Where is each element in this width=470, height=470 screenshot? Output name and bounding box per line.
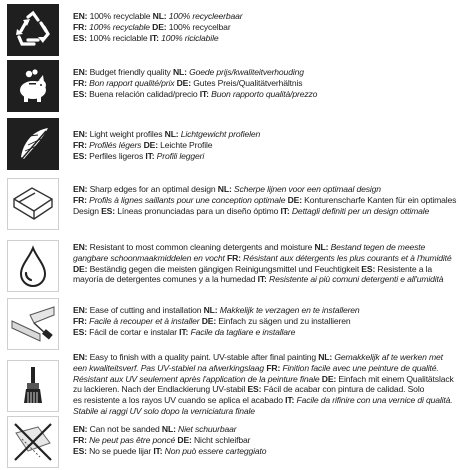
feature-text [73, 184, 466, 216]
translation-text: Dettagli definiti per un design ottimale [289, 205, 430, 216]
language-code: EN: [73, 305, 88, 315]
translation-text: Light weight profiles [87, 129, 165, 139]
translation-text: Budget friendly quality [87, 67, 173, 77]
language-code: DE: [143, 139, 158, 150]
language-code: FR: [73, 315, 87, 326]
profile-edge-icon [7, 178, 59, 230]
translation-text: Facile da tagliare e installare [188, 326, 296, 337]
translation-text: es resistente a los rayos UV cuando se aplica el acabado [73, 395, 286, 406]
feature-line [73, 22, 466, 33]
feature-text [73, 67, 466, 99]
feature-line [73, 151, 466, 162]
language-code: DE: [201, 315, 217, 326]
translation-text: Fácil de cortar e instalar [86, 326, 180, 337]
translation-text: Non può essere carteggiato [162, 445, 267, 456]
language-code: ES: [247, 384, 262, 395]
saw-icon [7, 298, 59, 350]
feature-text [73, 129, 466, 161]
feature-line [73, 374, 466, 385]
language-code: FR: [73, 21, 87, 32]
translation-text: Makkelijk te verzagen en te installeren [217, 305, 360, 315]
translation-text: Gutes Preis/Qualitätverhältnis [190, 77, 303, 88]
feature-text [73, 352, 466, 417]
language-code: IT: [199, 88, 209, 99]
feature-line [73, 446, 466, 457]
translation-text: Resistant to most common cleaning detergents and moisture [87, 242, 315, 252]
language-code: NL: [161, 424, 176, 434]
no-sanding-icon [7, 416, 59, 468]
translation-text: mayoría de detergentes comunes y a la humedad [73, 274, 258, 285]
feature-line [73, 352, 466, 363]
language-code: ES: [73, 326, 87, 337]
language-code: IT: [257, 274, 267, 285]
language-code: NL: [217, 184, 232, 194]
translation-text: 100% recyclable [87, 11, 153, 21]
language-code: IT: [153, 445, 163, 456]
translation-text: No se puede lijar [86, 445, 154, 456]
language-code: DE: [287, 194, 302, 205]
language-code: ES: [101, 205, 115, 216]
language-code: ES: [361, 263, 376, 274]
feature-line [73, 78, 466, 89]
feature-line [73, 129, 466, 140]
feature-line [73, 327, 466, 338]
translation-text: Résistant aux détergents les plus courants et à l'humidité [240, 252, 452, 263]
translation-text: Profils à lignes saillants pour une conception optimale [86, 194, 286, 205]
translation-text: Resistente ai più comuni detergenti e all'umidità [266, 274, 444, 285]
language-code: EN: [73, 67, 88, 77]
feature-line [73, 206, 466, 217]
translation-text: Easy to finish with a quality paint. UV-stable after final painting [87, 352, 319, 362]
translation-text: 100% recyclable [86, 21, 150, 32]
language-code: EN: [73, 129, 88, 139]
feature-text [73, 424, 466, 456]
language-code: IT: [179, 326, 189, 337]
translation-text: Leichte Profile [157, 139, 213, 150]
translation-text: 100% riciclabile [158, 32, 219, 43]
feature-line [73, 140, 466, 151]
translation-text: 100% reciclable [86, 32, 150, 43]
feature-icon-box [7, 118, 59, 170]
translation-text: Scherpe lijnen voor een optimaal design [231, 184, 381, 194]
recycle-icon [7, 4, 59, 56]
language-code: FR: [73, 77, 87, 88]
translation-text: zu lackieren. Nach der Endlackierung UV-stabil [73, 384, 248, 395]
translation-text: Finition facile avec une peinture de qualité. [280, 362, 439, 373]
language-code: ES: [73, 150, 87, 161]
translation-text: Stabile ai raggi UV solo dopo la verniciatura finale [73, 405, 255, 416]
piggy-bank-icon [7, 60, 59, 112]
translation-text: Résistant aux UV seulement après l'application de la peinture finale [73, 373, 320, 384]
translation-text: Goede prijs/kwaliteitverhouding [186, 67, 304, 77]
paint-brush-icon [7, 360, 59, 412]
feature-line [73, 424, 466, 435]
translation-text: Profilés légers [86, 139, 142, 150]
feature-line [73, 11, 466, 22]
translation-text: Bestand tegen de meeste [328, 242, 426, 252]
language-code: FR: [266, 362, 281, 373]
language-code: FR: [227, 252, 241, 263]
translation-text: Can not be sanded [87, 424, 162, 434]
translation-text: 100% recycleerbaar [166, 11, 243, 21]
language-code: FR: [73, 194, 87, 205]
feature-line [73, 33, 466, 44]
translation-text: Konturenscharfe Kanten für ein optimales [301, 194, 457, 205]
translation-text: Buon rapporto qualità/prezzo [208, 88, 318, 99]
feature-line [73, 274, 466, 285]
drop-icon [7, 240, 59, 292]
feather-icon [10, 121, 56, 167]
feature-line [73, 253, 466, 264]
language-code: NL: [203, 305, 218, 315]
language-code: IT: [145, 150, 155, 161]
translation-text: 100% recycelbar [166, 21, 231, 32]
feature-line [73, 184, 466, 195]
translation-text: Perfiles ligeros [86, 150, 146, 161]
language-code: EN: [73, 242, 88, 252]
language-code: IT: [280, 205, 290, 216]
language-code: DE: [73, 263, 88, 274]
translation-text: Profili leggeri [154, 150, 205, 161]
language-code: NL: [318, 352, 333, 362]
language-code: EN: [73, 424, 88, 434]
language-code: DE: [176, 77, 191, 88]
feature-line [73, 89, 466, 100]
language-code: ES: [73, 88, 87, 99]
feature-line [73, 406, 466, 417]
feature-text [73, 242, 466, 285]
translation-text: gangbare schoonmaakmiddelen en vocht [73, 252, 225, 263]
language-code: IT: [149, 32, 159, 43]
language-code: FR: [73, 139, 87, 150]
feature-text [73, 305, 466, 337]
translation-text: Buena relación calidad/precio [86, 88, 200, 99]
translation-text: Bon rapport qualité/prix [86, 77, 175, 88]
feature-line [73, 316, 466, 327]
feature-line [73, 384, 466, 395]
translation-text: Facile da rifinire con una vernice di qualità. [294, 395, 453, 406]
feature-line [73, 67, 466, 78]
translation-text: Lichtgewicht profielen [178, 129, 261, 139]
language-code: DE: [152, 21, 167, 32]
translation-text: Ne peut pas être poncé [86, 434, 176, 445]
translation-text: Design [73, 205, 102, 216]
translation-text: Ease of cutting and installation [87, 305, 204, 315]
feature-line [73, 305, 466, 316]
translation-text: Einfach mit einem Qualitätslack [336, 373, 454, 384]
language-code: NL: [164, 129, 179, 139]
translation-text: Facile à recouper et à installer [86, 315, 200, 326]
language-code: EN: [73, 11, 88, 21]
language-code: ES: [73, 445, 87, 456]
feature-text [73, 11, 466, 43]
language-code: EN: [73, 352, 88, 362]
language-code: DE: [321, 373, 337, 384]
language-code: NL: [172, 67, 187, 77]
translation-text: Gemakkelijk af te werken met [332, 352, 443, 362]
feature-line [73, 363, 466, 374]
language-code: FR: [73, 434, 87, 445]
translation-text: Beständig gegen die meisten gängigen Reinigungsmittel und Feuchtigkeit [87, 263, 362, 274]
language-code: NL: [152, 11, 167, 21]
feature-line [73, 395, 466, 406]
translation-text: een kwaliteitsverf. Pas UV-stabiel na afwerkingslaag [73, 362, 265, 373]
language-code: IT: [285, 395, 295, 406]
language-code: ES: [73, 32, 87, 43]
language-code: DE: [177, 434, 192, 445]
language-code: EN: [73, 184, 88, 194]
feature-line [73, 242, 466, 253]
translation-text: Líneas pronunciadas para un diseño óptimo [114, 205, 281, 216]
feature-line [73, 195, 466, 206]
feature-line [73, 264, 466, 275]
translation-text: Einfach zu sägen und zu installieren [216, 315, 351, 326]
translation-text: Niet schuurbaar [175, 424, 237, 434]
translation-text: Nicht schleifbar [191, 434, 251, 445]
language-code: NL: [314, 242, 329, 252]
translation-text: Sharp edges for an optimal design [87, 184, 218, 194]
translation-text: Resistente a la [375, 263, 433, 274]
feature-line [73, 435, 466, 446]
translation-text: Fácil de acabar con pintura de calidad. Solo [261, 384, 425, 395]
